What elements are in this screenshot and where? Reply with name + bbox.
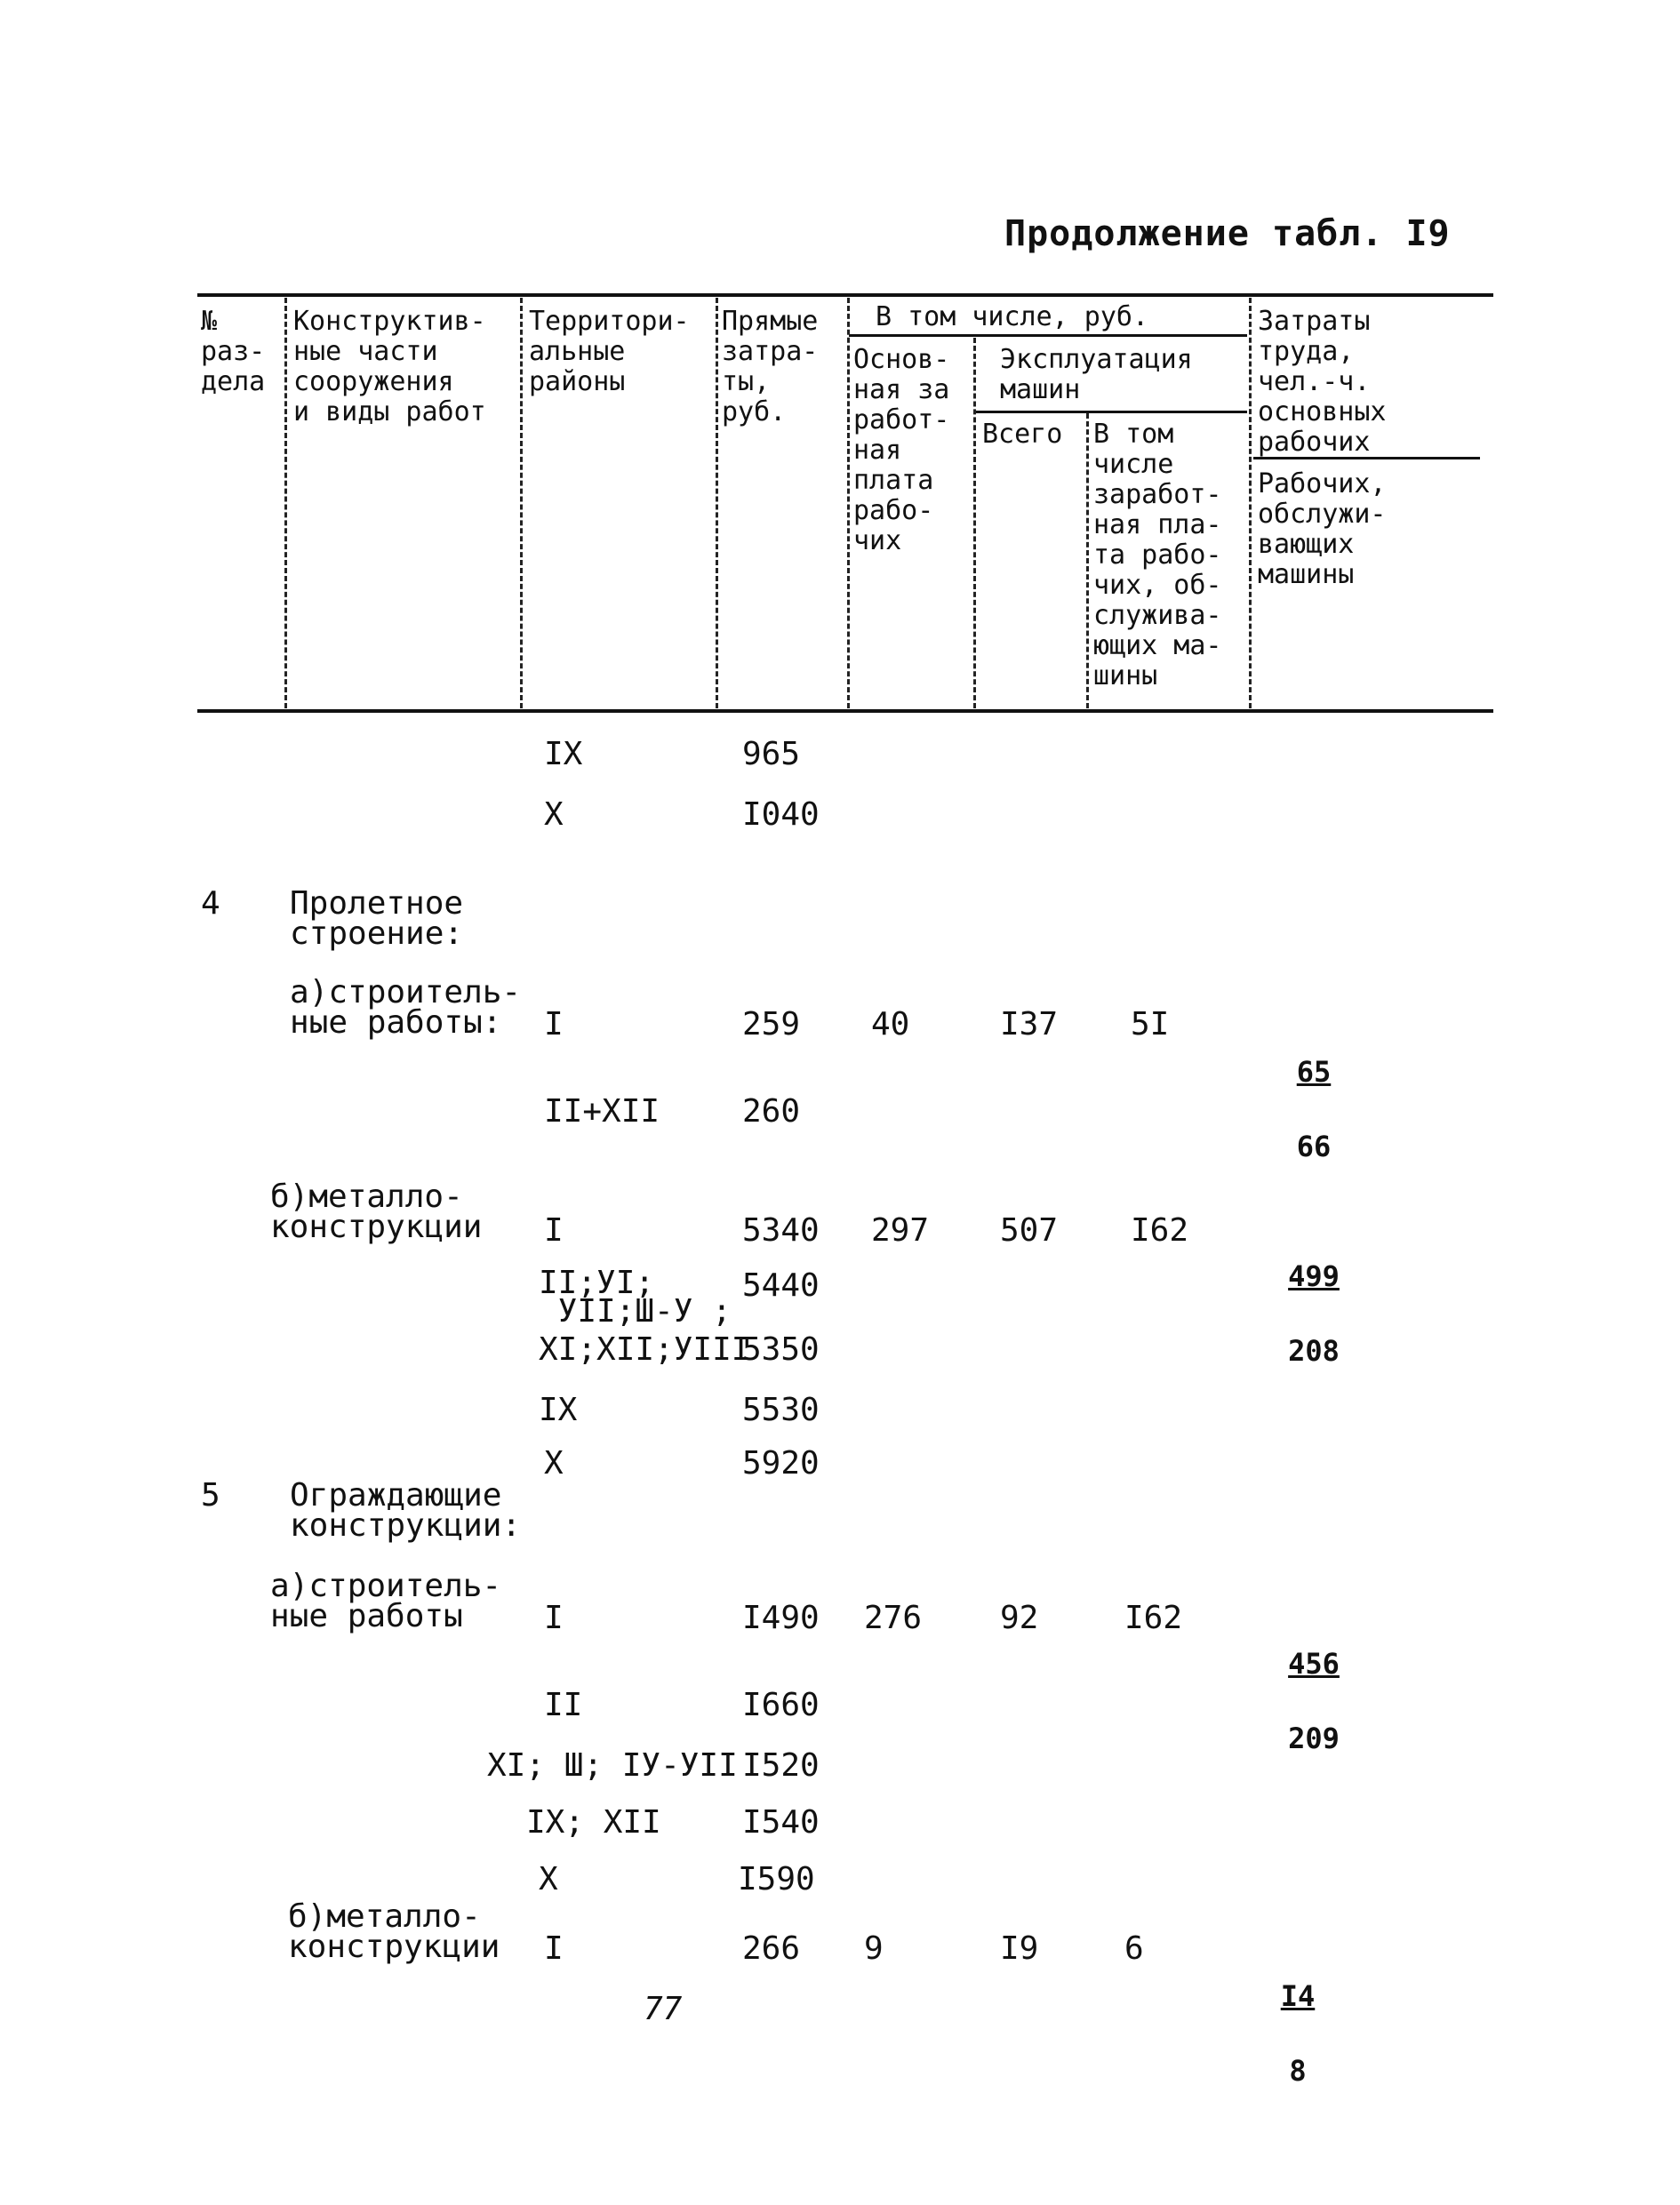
header-divider — [284, 298, 287, 708]
header-divider — [973, 338, 976, 708]
machine-total-cell: 92 — [1000, 1600, 1039, 1636]
region-cell: X — [544, 1445, 564, 1482]
table-caption: Продолжение табл. I9 — [1004, 213, 1451, 254]
header-bottom-rule — [197, 709, 1493, 713]
direct-cost-cell: I040 — [742, 796, 820, 833]
machine-wage-cell: 6 — [1124, 1930, 1144, 1967]
direct-cost-cell: 266 — [742, 1930, 801, 1967]
region-cell: X — [544, 796, 564, 833]
header-top-rule — [197, 293, 1493, 297]
work-type-label: б)металло- конструкции — [270, 1178, 483, 1245]
header-territorial-regions: Территори- альные районы — [529, 306, 690, 397]
labor-operator-value: 8 — [1289, 2054, 1307, 2088]
region-cell: IX — [539, 1392, 578, 1428]
direct-cost-cell: I520 — [742, 1747, 820, 1784]
direct-cost-cell: I590 — [738, 1861, 815, 1897]
work-type-label: б)металло- конструкции — [288, 1898, 500, 1965]
header-divider — [847, 298, 850, 708]
machine-total-cell: 507 — [1000, 1212, 1059, 1249]
region-cell: II+XII — [544, 1093, 660, 1130]
work-type-label: а)строитель- ные работы: — [290, 974, 522, 1041]
direct-cost-cell: 5440 — [742, 1267, 820, 1304]
labor-fraction — [1287, 1010, 1340, 1184]
region-cell: IX — [544, 736, 583, 772]
header-labor-operators: Рабочих, обслужи- вающих машины — [1258, 468, 1387, 590]
machine-wage-cell: 5I — [1131, 1006, 1170, 1043]
labor-operator-value: 66 — [1296, 1130, 1332, 1163]
direct-cost-cell: 5530 — [742, 1392, 820, 1428]
labor-fraction — [1280, 1214, 1348, 1388]
page-number: 77 — [644, 1991, 683, 2027]
machines-subrule — [975, 411, 1247, 413]
header-direct-costs: Прямые затра- ты, руб. — [722, 306, 819, 427]
header-labor-main: Затраты труда, чел.-ч. основных рабочих — [1258, 306, 1387, 458]
wage-cell: 40 — [871, 1006, 910, 1043]
direct-cost-cell: I660 — [742, 1687, 820, 1723]
labor-operator-value: 208 — [1288, 1334, 1340, 1368]
direct-cost-cell: 5920 — [742, 1445, 820, 1482]
header-incl-operator-wage: В том числе заработ- ная пла- та рабо- чих, об- служива- ющих ма- шины — [1093, 419, 1222, 691]
region-cell: I — [544, 1930, 564, 1967]
header-divider — [520, 298, 523, 708]
header-structural-parts: Конструктив- ные части сооружения и виды работ — [293, 306, 486, 427]
region-cell: XI; Ш; IУ-УII — [487, 1747, 738, 1784]
direct-cost-cell: 5340 — [742, 1212, 820, 1249]
section-number: 4 — [201, 885, 220, 922]
machine-total-cell: I9 — [1000, 1930, 1039, 1967]
labor-main-value: 65 — [1296, 1055, 1332, 1089]
header-divider — [1086, 413, 1089, 708]
header-section-no: № раз- дела — [201, 306, 266, 397]
wage-cell: 276 — [864, 1600, 923, 1636]
section-number: 5 — [201, 1477, 220, 1514]
labor-main-value: I4 — [1280, 1979, 1316, 2013]
wage-cell: 297 — [871, 1212, 930, 1249]
machine-total-cell: I37 — [1000, 1006, 1059, 1043]
header-basic-wage: Основ- ная за работ- ная плата рабо- чих — [853, 344, 950, 556]
header-including: В том числе, руб. — [876, 301, 1149, 332]
wage-cell: 9 — [864, 1930, 884, 1967]
header-machine-operation: Эксплуатация машин — [1000, 344, 1193, 405]
direct-cost-cell: 260 — [742, 1093, 801, 1130]
header-divider — [716, 298, 718, 708]
direct-cost-cell: 965 — [742, 736, 801, 772]
section-title: Ограждающие конструкции: — [290, 1477, 522, 1544]
region-cell: II;УI; УII;Ш-У ; — [539, 1265, 732, 1330]
direct-cost-cell: 5350 — [742, 1331, 820, 1368]
direct-cost-cell: I490 — [742, 1600, 820, 1636]
region-cell: XI;XII;УIII — [539, 1331, 751, 1368]
region-cell: X — [539, 1861, 558, 1897]
incl-subrule — [849, 334, 1247, 337]
labor-main-value: 499 — [1288, 1259, 1340, 1293]
section-title: Пролетное строение: — [290, 885, 464, 952]
labor-main-value: 456 — [1288, 1647, 1340, 1681]
labor-fraction — [1271, 1934, 1324, 2108]
direct-cost-cell: I540 — [742, 1804, 820, 1841]
region-cell: I — [544, 1600, 564, 1636]
labor-operator-value: 209 — [1288, 1722, 1340, 1755]
region-cell: IX; XII — [526, 1804, 661, 1841]
labor-fraction — [1280, 1602, 1348, 1776]
direct-cost-cell: 259 — [742, 1006, 801, 1043]
region-cell: I — [544, 1006, 564, 1043]
machine-wage-cell: I62 — [1124, 1600, 1183, 1636]
work-type-label: а)строитель- ные работы — [270, 1568, 502, 1634]
region-cell: II — [544, 1687, 583, 1723]
header-divider — [1249, 298, 1252, 708]
region-cell: I — [544, 1212, 564, 1249]
machine-wage-cell: I62 — [1131, 1212, 1189, 1249]
header-total: Всего — [982, 419, 1063, 450]
